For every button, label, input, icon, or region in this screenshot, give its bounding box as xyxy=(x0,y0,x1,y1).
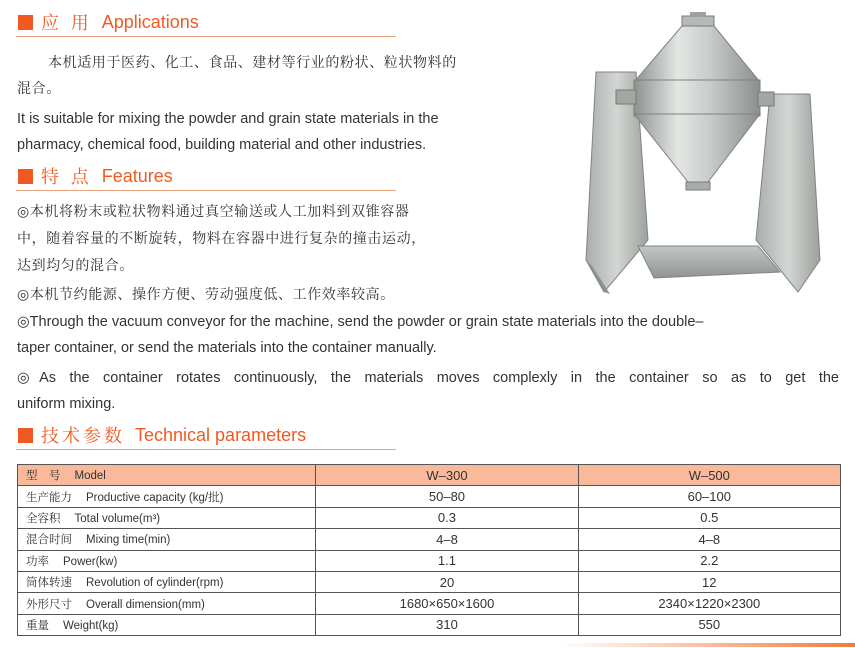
table-header-label: 型 号 Model xyxy=(18,465,316,486)
row-label: 混合时间 Mixing time(min) xyxy=(18,529,316,550)
section-divider xyxy=(16,36,396,37)
table-row xyxy=(18,593,841,614)
row-label: 重量 Weight(kg) xyxy=(18,614,316,635)
table-header-row xyxy=(18,465,841,486)
section-title-cn: 特 点 xyxy=(41,167,92,188)
features-en2-line2: uniform mixing. xyxy=(17,396,116,412)
applications-en-line2: pharmacy, chemical food, building material and other industries. xyxy=(17,137,427,153)
applications-en-line1: It is suitable for mixing the powder and grain state materials in the xyxy=(17,111,439,127)
table-row xyxy=(18,550,841,571)
table-row xyxy=(18,507,841,528)
features-cn2: ◎本机节约能源、操作方便、劳动强度低、工作效率较高。 xyxy=(17,287,395,303)
table-header-w300: W–300 xyxy=(316,465,578,486)
row-value-w300: 0.3 xyxy=(316,507,578,528)
section-title-cn: 应 用 xyxy=(41,13,92,34)
section-divider xyxy=(16,449,396,450)
row-value-w500: 12 xyxy=(578,571,840,592)
row-label: 全容积 Total volume(m³) xyxy=(18,507,316,528)
row-value-w300: 1.1 xyxy=(316,550,578,571)
row-label: 外形尺寸 Overall dimension(mm) xyxy=(18,593,316,614)
table-header-w500: W–500 xyxy=(578,465,840,486)
row-label: 功率 Power(kw) xyxy=(18,550,316,571)
section-title-en: Applications xyxy=(101,11,199,32)
row-label: 筒体转速 Revolution of cylinder(rpm) xyxy=(18,571,316,592)
row-value-w500: 4–8 xyxy=(578,529,840,550)
row-value-w500: 0.5 xyxy=(578,507,840,528)
row-value-w300: 20 xyxy=(316,571,578,592)
double-cone-mixer-image xyxy=(558,10,838,298)
square-bullet-icon xyxy=(18,169,33,184)
features-en1-line1: ◎Through the vacuum conveyor for the machine, send the powder or grain state materials into the double– xyxy=(17,314,704,330)
section-header-applications xyxy=(18,10,199,34)
features-cn1-line2: 中，随着容量的不断旋转，物料在容器中进行复杂的撞击运动， xyxy=(17,231,426,247)
section-header-features xyxy=(18,164,173,188)
row-value-w500: 2.2 xyxy=(578,550,840,571)
row-label: 生产能力 Productive capacity (kg/批) xyxy=(18,486,316,507)
table-row xyxy=(18,529,841,550)
applications-cn-line1: 本机适用于医药、化工、食品、建材等行业的粉状、粒状物料的 xyxy=(48,55,457,71)
table-row xyxy=(18,486,841,507)
row-value-w300: 1680×650×1600 xyxy=(316,593,578,614)
row-value-w300: 50–80 xyxy=(316,486,578,507)
row-value-w300: 310 xyxy=(316,614,578,635)
table-row xyxy=(18,571,841,592)
features-en1-line2: taper container, or send the materials into the container manually. xyxy=(17,340,437,356)
features-cn1-line3: 达到均匀的混合。 xyxy=(17,258,134,274)
section-title-cn: 技术参数 xyxy=(41,426,125,447)
table-row xyxy=(18,614,841,635)
decorative-bottom-line xyxy=(560,643,855,647)
section-header-parameters xyxy=(18,423,306,447)
features-en2-line1: ◎As the container rotates continuously, the materials moves complexly in the container so as to get the xyxy=(17,370,839,386)
row-value-w500: 60–100 xyxy=(578,486,840,507)
square-bullet-icon xyxy=(18,15,33,30)
section-divider xyxy=(16,190,396,191)
section-title-en: Features xyxy=(101,165,173,186)
row-value-w500: 550 xyxy=(578,614,840,635)
row-value-w300: 4–8 xyxy=(316,529,578,550)
applications-cn-line2: 混合。 xyxy=(17,81,61,97)
square-bullet-icon xyxy=(18,428,33,443)
parameters-table xyxy=(17,464,841,636)
row-value-w500: 2340×1220×2300 xyxy=(578,593,840,614)
features-cn1-line1: ◎本机将粉末或粒状物料通过真空输送或人工加料到双锥容器 xyxy=(17,204,410,220)
section-title-en: Technical parameters xyxy=(135,424,307,445)
